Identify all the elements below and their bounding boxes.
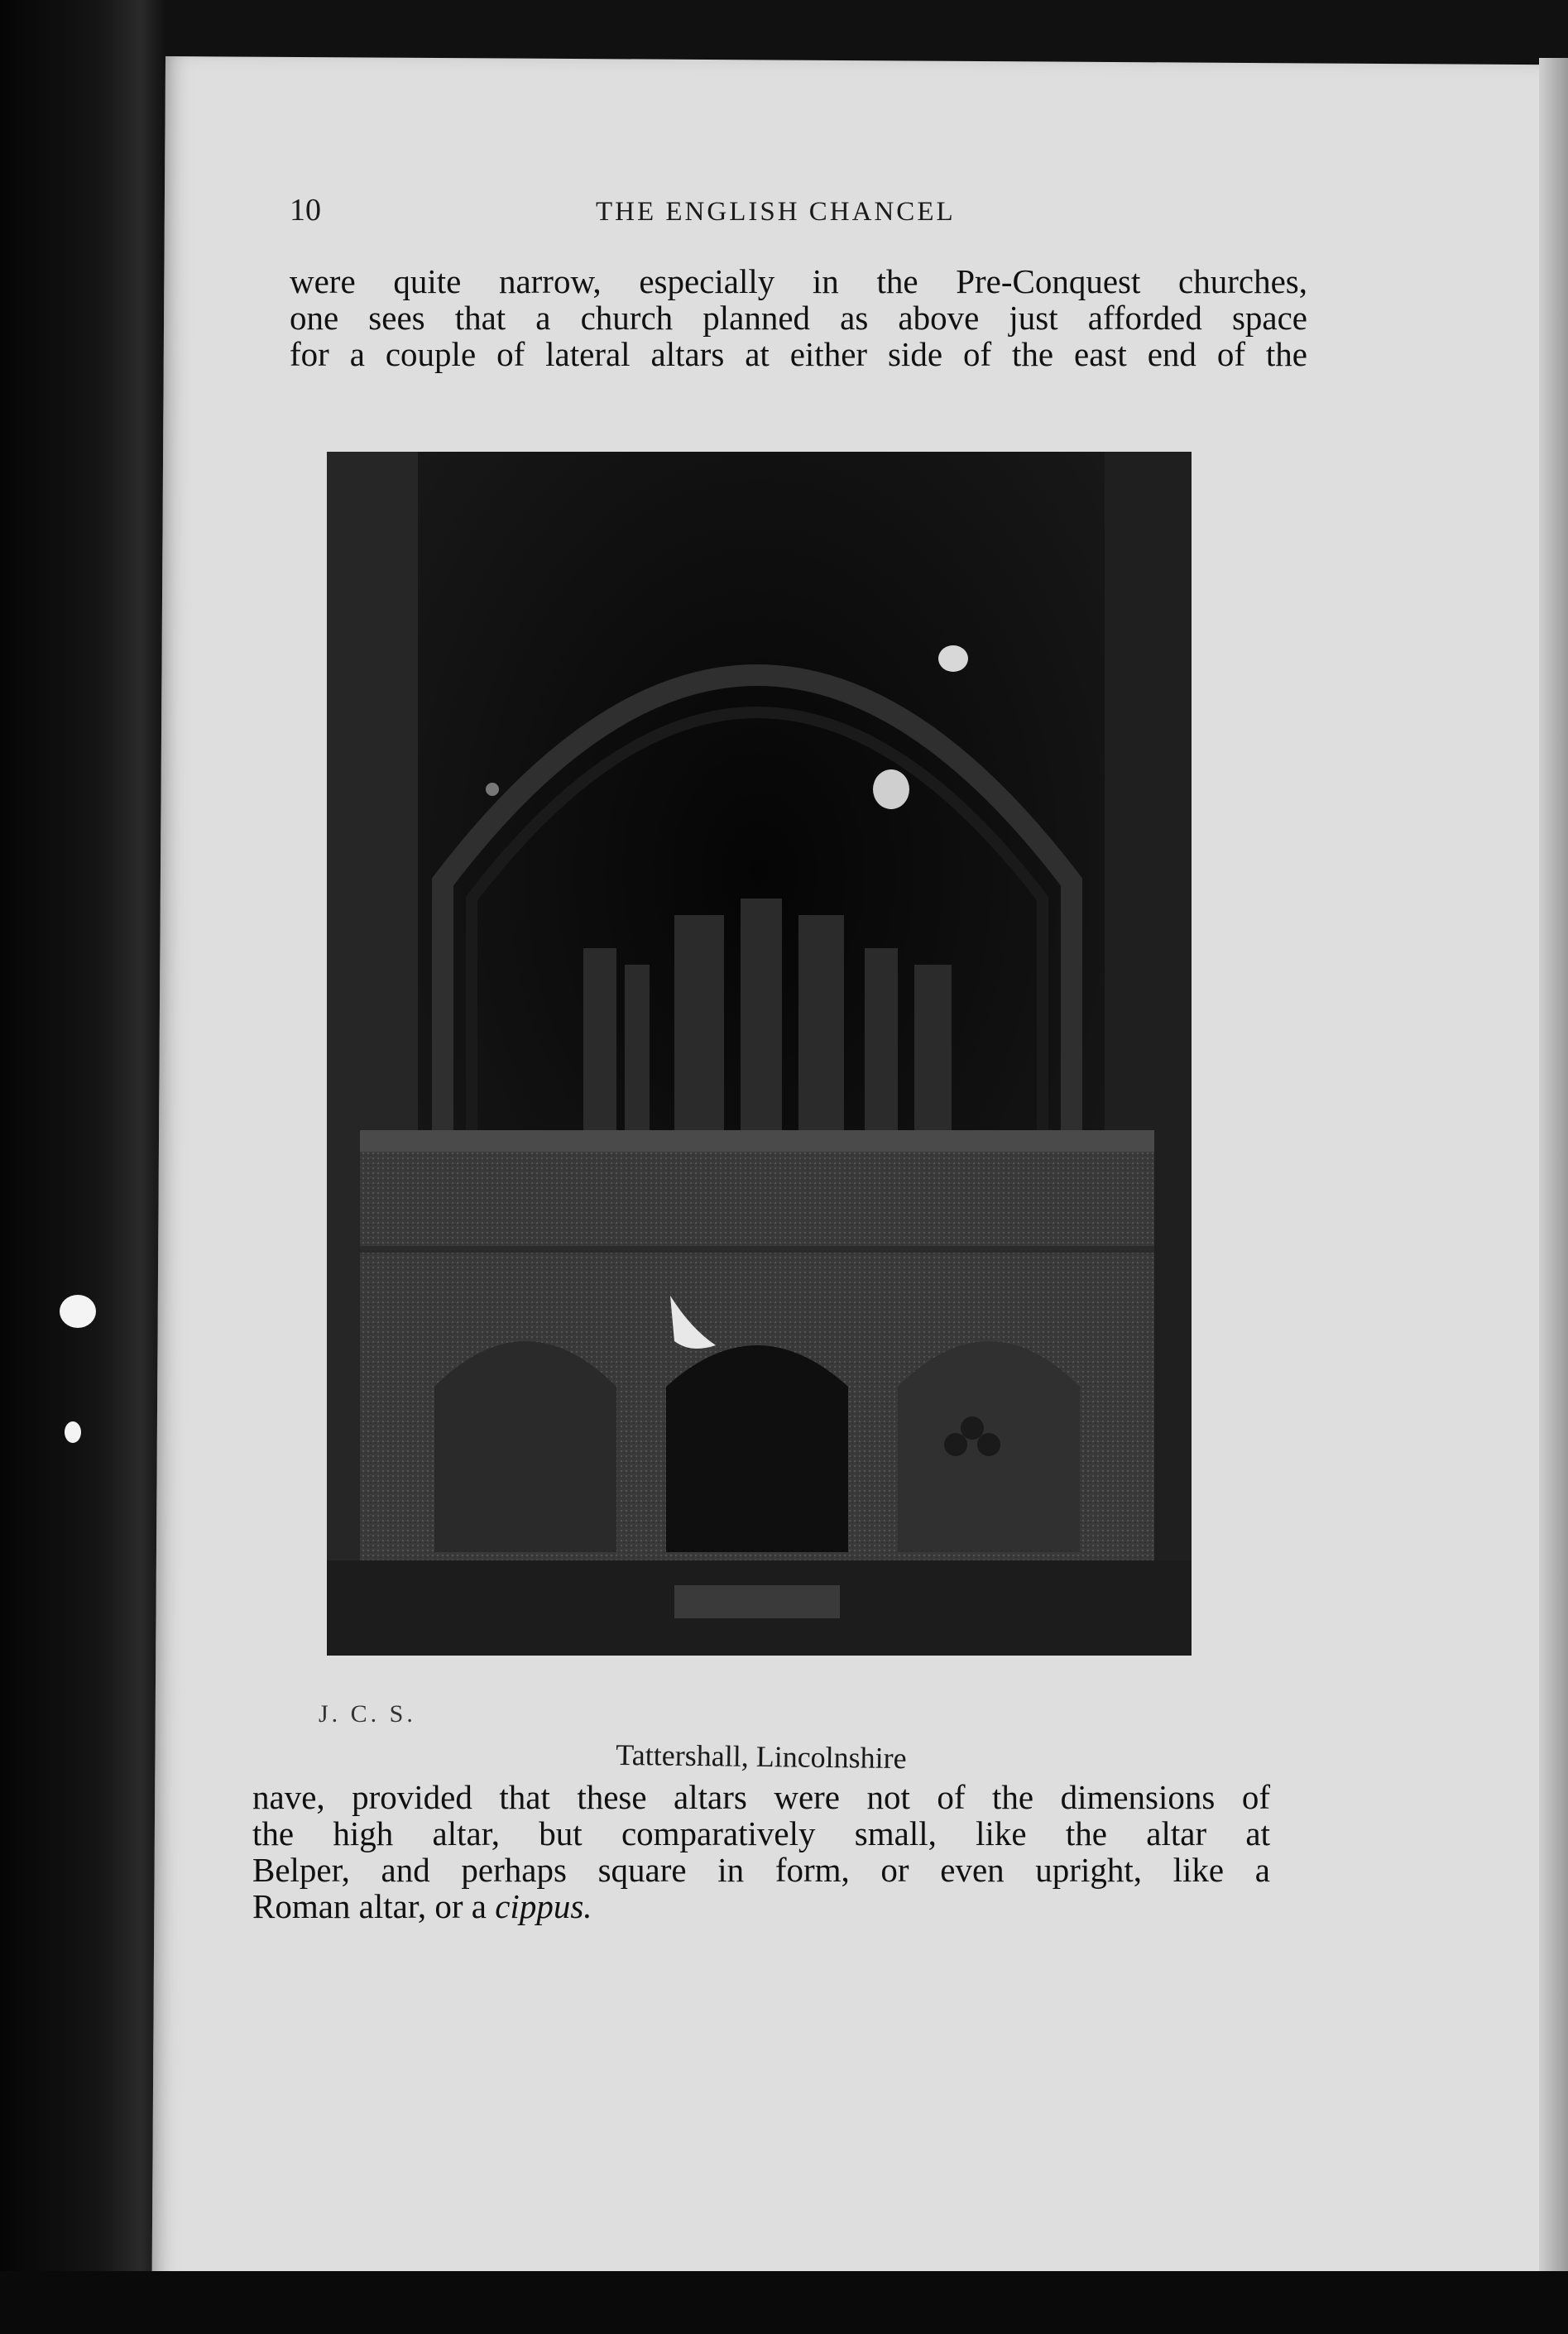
paper-blemish bbox=[65, 1421, 81, 1443]
text-line: one sees that a church planned as above just afforded space bbox=[290, 299, 1307, 337]
church-screen-photograph bbox=[327, 452, 1192, 1656]
page-header bbox=[290, 192, 1307, 242]
photo-illustration bbox=[327, 452, 1192, 1656]
scan-border-bottom bbox=[0, 2271, 1568, 2334]
text-line: Belper, and perhaps square in form, or even upright, like a bbox=[252, 1851, 1270, 1889]
running-head: THE ENGLISH CHANCEL bbox=[596, 197, 956, 227]
italic-term: cippus. bbox=[495, 1887, 592, 1925]
text-line: nave, provided that these altars were not of the dimensions of bbox=[252, 1778, 1270, 1816]
text-fragment: Roman altar, or a bbox=[252, 1887, 496, 1925]
paragraph-top bbox=[290, 263, 1307, 372]
figure-caption: Tattershall, Lincolnshire bbox=[616, 1737, 907, 1776]
paragraph-bottom bbox=[252, 1779, 1270, 1924]
text-line: were quite narrow, especially in the Pre-Conquest churches, bbox=[290, 262, 1307, 300]
page-number: 10 bbox=[290, 193, 321, 228]
text-line: the high altar, but comparatively small, like the altar at bbox=[252, 1814, 1270, 1852]
paper-blemish bbox=[60, 1295, 96, 1328]
text-line: for a couple of lateral altars at either side of the east end of the bbox=[290, 335, 1307, 373]
page-edge bbox=[1539, 58, 1568, 2275]
photo-credit: J. C. S. bbox=[319, 1700, 416, 1728]
text-line-last bbox=[252, 1888, 1270, 1924]
